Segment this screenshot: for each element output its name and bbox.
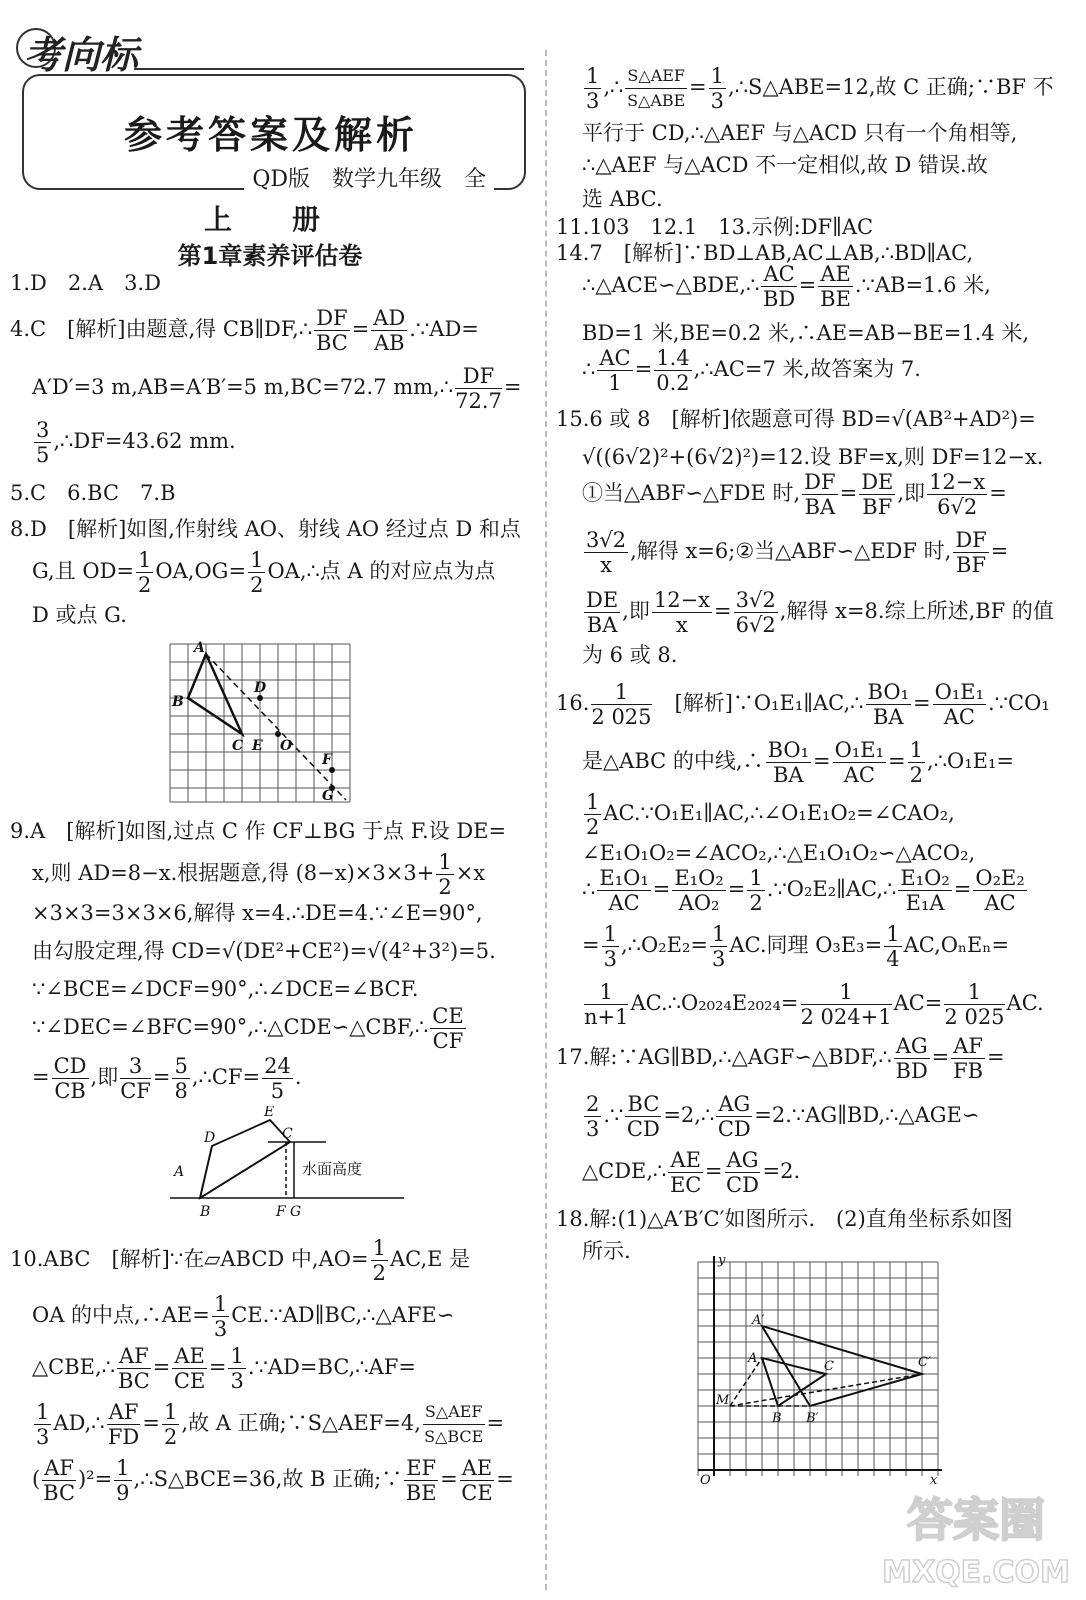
answer-4-line3: $\frac{3}{5}$ ,∴DF=43.62 mm. [36, 418, 236, 467]
fig3-label-a: A [748, 1351, 758, 1366]
answer-16-line3: $\frac{1}{2}$ AC.∵O₁E₁∥AC,∴∠O₁E₁O₂=∠CAO₂, [586, 790, 955, 839]
answer-9-line1: 9.A [解析]如图,过点 C 作 CF⊥BG 于点 F.设 DE= [10, 819, 507, 843]
answer-16-line4: ∠E₁O₁O₂=∠ACO₂,∴△E₁O₁O₂∽△ACO₂, [582, 841, 976, 865]
fig2-label-f: F [276, 1204, 286, 1220]
figure-coordinate-grid [690, 1250, 950, 1486]
page-title: 参考答案及解析 [123, 113, 418, 157]
answer-10-line6: $\frac{1}{3}$ ,∴ $\frac{\text{S△AEF}}{\text{S△ABE}}$ = $\frac{1}{3}$ ,∴S△ABE=12,故 C 正确;∵BF 不 [586, 64, 1054, 113]
edition-label: QD版 数学九年级 全 [244, 162, 494, 193]
answer-10-line2: OA 的中点,∴AE= $\frac{1}{3}$ CE.∵AD∥BC,∴△AFE∽ [32, 1292, 455, 1341]
answer-17-line1: 17.解:∵AG∥BD,∴△AGF∽△BDF,∴ $\frac{AG}{BD}$ = $\frac{AF}{FB}$ = [556, 1034, 1005, 1083]
fig2-label-c: C [282, 1126, 293, 1142]
fig3-label-a-prime: A′ [752, 1313, 765, 1328]
answer-14-line2: ∴△ACE∽△BDE,∴ $\frac{AC}{BD}$ = $\frac{AE}{BE}$ .∵AB=1.6 米, [582, 262, 991, 311]
fig2-label-g: G [290, 1204, 302, 1220]
answer-14-line4: ∴ $\frac{AC}{1}$ = $\frac{1.4}{0.2}$ ,∴AC=7 米,故答案为 7. [582, 346, 921, 395]
fig2-label-e: E [264, 1106, 275, 1120]
answer-16-line1: 16. $\frac{1}{2 025}$ [解析]∵O₁E₁∥AC,∴ $\frac{\text{BO₁}}{BA}$ = $\frac{\text{O₁E₁}}{AC}$ .∵CO₁ [556, 680, 1050, 729]
fig3-label-c-prime: C′ [918, 1355, 931, 1370]
answer-4-line1: 4.C [解析]由题意,得 CB∥DF,∴ $\frac{DF}{BC}$ = $\frac{AD}{AB}$ .∵AD= [10, 306, 479, 355]
fig3-label-o: O [700, 1473, 711, 1486]
answer-10-line8: ∴△AEF 与△ACD 不一定相似,故 D 错误.故 [582, 153, 988, 177]
logo: 考向标 [24, 32, 139, 77]
answer-10-line3: △CBE,∴ $\frac{AF}{BC}$ = $\frac{AE}{CE}$ = $\frac{1}{3}$ .∵AD=BC,∴AF= [32, 1344, 417, 1393]
answer-15-line2: √((6√2)²+(6√2)²)=12.设 BF=x,则 DF=12−x. [582, 445, 1044, 469]
answer-17-line2: $\frac{2}{3}$ .∵ $\frac{BC}{CD}$ =2,∴ $\frac{AG}{CD}$ =2.∵AG∥BD,∴△AGE∽ [586, 1092, 980, 1141]
answer-4-line2: A′D′=3 m,AB=A′B′=5 m,BC=72.7 mm,∴ $\frac{DF}{72.7}$ = [32, 364, 522, 413]
answer-1-3: 1.D 2.A 3.D [10, 271, 161, 295]
answer-18-line1: 18.解:(1)△A′B′C′如图所示. (2)直角坐标系如图 [556, 1207, 1013, 1231]
answer-16-line5: ∴ $\frac{\text{E₁O₁}}{AC}$ = $\frac{\text{E₁O₂}}{\text{AO₂}}$ = $\frac{1}{2}$ .∵O₂E₂∥AC,∴ $\frac{\text{E₁O₂}}{\text{E₁A}}$ = $\frac{\text{O₂E₂}}{AC}$ [582, 866, 1025, 915]
svg-text:答案圈: 答案圈 [907, 1493, 1045, 1547]
figure-water-depth [168, 1106, 408, 1222]
svg-text:MXQE.COM: MXQE.COM [882, 1555, 1070, 1590]
answer-9-line3: ×3×3=3×3×6,解得 x=4.∴DE=4.∵∠E=90°, [32, 901, 483, 925]
fig3-label-x: x [930, 1473, 938, 1486]
answer-16-line6: = $\frac{1}{3}$ ,∴O₂E₂= $\frac{1}{3}$ AC.同理 O₃E₃= $\frac{1}{4}$ AC,OₙEₙ= [582, 922, 1010, 971]
answer-5-7: 5.C 6.BC 7.B [10, 481, 176, 505]
answer-18-line2: 所示. [582, 1239, 631, 1263]
fig2-label-a: A [174, 1164, 185, 1180]
answer-8-line3: D 或点 G. [32, 603, 127, 627]
chapter-heading: 第1章素养评估卷 [177, 242, 363, 270]
fig1-label-b: B [172, 694, 184, 710]
answer-15-line6: 为 6 或 8. [582, 643, 678, 667]
fig1-label-a: A [194, 640, 205, 656]
answer-11-13: 11.103 12.1 13.示例:DF∥AC [556, 215, 874, 239]
answer-15-line3: ①当△ABF∽△FDE 时, $\frac{DF}{BA}$ = $\frac{DE}{BF}$ ,即 $\frac{12-x}{6√2}$ = [582, 470, 1007, 519]
fig3-label-m: M [716, 1393, 730, 1408]
header [14, 20, 528, 192]
fig1-label-e: E [252, 738, 263, 754]
answer-15-line4: $\frac{3√2}{x}$ ,解得 x=6;②当△ABF∽△EDF 时, $\frac{DF}{BF}$ = [586, 528, 1009, 577]
column-divider [545, 50, 547, 1590]
fig2-label-d: D [204, 1130, 216, 1146]
answer-17-line3: △CDE,∴ $\frac{AE}{EC}$ = $\frac{AG}{CD}$ =2. [582, 1148, 801, 1197]
volume-heading: 上 册 [203, 203, 336, 236]
answer-16-line7: $\frac{1}{n+1}$ AC.∴O₂₀₂₄E₂₀₂₄= $\frac{1}{2 024+1}$ AC= $\frac{1}{2 025}$ AC. [584, 980, 1044, 1029]
fig3-label-b: B [772, 1411, 782, 1426]
answer-14-line1: 14.7 [解析]∵BD⊥AB,AC⊥AB,∴BD∥AC, [556, 241, 974, 265]
fig1-label-c: C [232, 738, 244, 754]
answer-9-line7: = $\frac{CD}{CB}$ ,即 $\frac{3}{CF}$ = $\frac{5}{8}$ ,∴CF= $\frac{24}{5}$ . [32, 1054, 302, 1103]
fig1-label-f: F [322, 752, 332, 768]
answer-10-line5: ( $\frac{AF}{BC}$ )²= $\frac{1}{9}$ ,∴S△BCE=36,故 B 正确;∵ $\frac{EF}{BE}$ = $\frac{AE}{CE}$ = [32, 1456, 514, 1505]
answer-9-line4: 由勾股定理,得 CD=√(DE²+CE²)=√(4²+3²)=5. [32, 939, 496, 963]
answer-16-line2: 是△ABC 的中线,∴ $\frac{\text{BO₁}}{BA}$ = $\frac{\text{O₁E₁}}{AC}$ = $\frac{1}{2}$ ,∴O₁E₁= [582, 738, 1015, 787]
answer-9-line5: ∵∠BCE=∠DCF=90°,∴∠DCE=∠BCF. [32, 977, 419, 1001]
answer-10-line1: 10.ABC [解析]∵在▱ABCD 中,AO= $\frac{1}{2}$ AC,E 是 [10, 1236, 471, 1285]
answer-9-line2: x,则 AD=8−x.根据题意,得 (8−x)×3×3+ $\frac{1}{2}$ ×x [32, 850, 486, 899]
answer-10-line9: 选 ABC. [582, 187, 663, 211]
answer-9-line6: ∵∠DEC=∠BFC=90°,∴△CDE∽△CBF,∴ $\frac{CE}{CF}$ [32, 1004, 464, 1053]
fig3-label-b-prime: B′ [806, 1411, 819, 1426]
answer-15-line5: $\frac{DE}{BA}$ ,即 $\frac{12-x}{x}$ = $\frac{3√2}{6√2}$ ,解得 x=8.综上所述,BF 的值 [586, 588, 1054, 637]
watermark-logo [876, 1478, 1076, 1598]
figure-grid-triangle [166, 640, 356, 808]
fig2-water-label: 水面高度 [302, 1160, 363, 1178]
fig1-label-g: G [322, 788, 334, 804]
fig1-label-d: D [254, 680, 267, 696]
header-rule [134, 68, 524, 70]
answer-8-line1: 8.D [解析]如图,作射线 AO、射线 AO 经过点 D 和点 [10, 517, 521, 541]
answer-8-line2: G,且 OD= $\frac{1}{2}$ OA,OG= $\frac{1}{2}$ OA,∴点 A 的对应点为点 [32, 548, 496, 597]
answer-10-line7: 平行于 CD,∴△AEF 与△ACD 只有一个角相等, [582, 121, 1018, 145]
answer-10-line4: $\frac{1}{3}$ AD,∴ $\frac{AF}{FD}$ = $\frac{1}{2}$ ,故 A 正确;∵S△AEF=4, $\frac{\text{S△AEF}}{\text{S△BCE}}$ = [36, 1400, 505, 1449]
fig2-label-b: B [200, 1204, 211, 1220]
fig3-label-y: y [718, 1253, 726, 1268]
fig3-label-c: C [824, 1359, 834, 1374]
answer-14-line3: BD=1 米,BE=0.2 米,∴AE=AB−BE=1.4 米, [582, 321, 1030, 345]
fig1-label-o: O [280, 738, 293, 754]
answer-15-line1: 15.6 或 8 [解析]依题意可得 BD=√(AB²+AD²)= [556, 407, 1036, 431]
